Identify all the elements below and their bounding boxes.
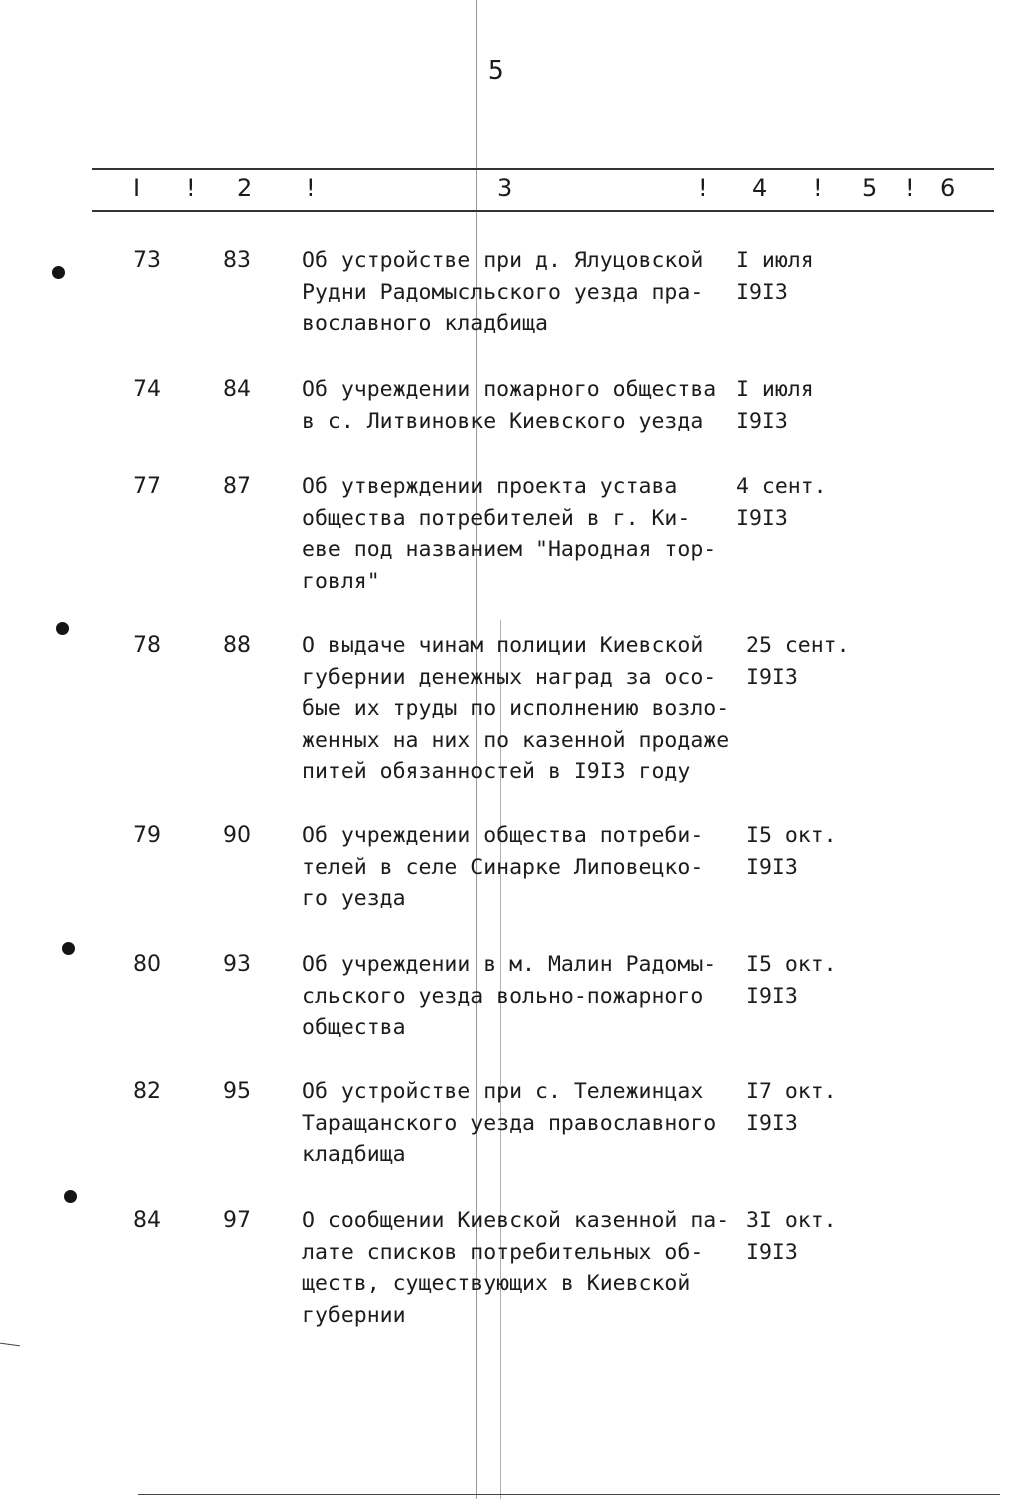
entry-title-line: Таращанского уезда православного	[302, 1110, 717, 1136]
entry-title-line: кладбища	[302, 1142, 406, 1167]
entry-date-year: I9I3	[746, 664, 798, 690]
entry-date-day: I5 окт.	[746, 823, 837, 848]
entry-title-line: Об учреждении пожарного общества	[302, 377, 717, 402]
entry-date	[746, 1076, 876, 1139]
entry-number: 78	[133, 633, 161, 658]
entry-date-year: I9I3	[746, 983, 798, 1009]
header-separator: !	[306, 174, 316, 202]
header-col-4: 4	[752, 174, 768, 202]
entry-sheet: 90	[223, 823, 251, 848]
entry-title	[302, 374, 742, 437]
entry-date-year: I9I3	[746, 1239, 798, 1265]
header-col-6: 6	[940, 174, 956, 202]
entry-sheet: 88	[223, 633, 251, 658]
header-col-1: I	[133, 174, 141, 202]
entry-title-line: Об учреждении в м. Малин Радомы-	[302, 952, 717, 977]
header-separator: !	[905, 174, 915, 202]
entry-title	[302, 820, 742, 915]
entry-number: 73	[133, 248, 161, 273]
entry-title-line: говля"	[302, 568, 380, 594]
entry-title-line: Рудни Радомысльского уезда пра-	[302, 279, 704, 305]
entry-title	[302, 1076, 742, 1171]
entry-title-line: Об устройстве при д. Ялуцовской	[302, 248, 704, 273]
entry-date	[746, 1205, 876, 1268]
punch-hole-mark	[56, 622, 69, 635]
entry-date-day: I5 окт.	[746, 952, 837, 977]
entry-title-line: общества	[302, 1015, 406, 1040]
entry-title-line: еве под названием "Народная тор-	[302, 537, 717, 562]
entry-title-line: общества потребителей в г. Ки-	[302, 505, 691, 531]
header-separator: !	[186, 174, 196, 202]
entry-date-year: I9I3	[736, 408, 788, 434]
header-rule-top	[92, 168, 994, 170]
entry-title-line: телей в селе Синарке Липовецко-	[302, 854, 704, 880]
entry-title-line: сльского уезда вольно-пожарного	[302, 983, 704, 1009]
bottom-edge-line	[138, 1494, 1000, 1495]
entry-date-year: I9I3	[746, 854, 798, 880]
entry-date	[746, 820, 876, 883]
entry-title	[302, 949, 742, 1044]
entry-title-line: в с. Литвиновке Киевского уезда	[302, 408, 704, 434]
entry-title	[302, 1205, 742, 1331]
punch-hole-mark	[52, 266, 65, 279]
punch-hole-mark	[64, 1190, 77, 1203]
entry-number: 79	[133, 823, 161, 848]
entry-title-line: Об устройстве при с. Тележинцах	[302, 1079, 704, 1104]
entry-date-day: I июля	[736, 248, 814, 273]
entry-title-line: го уезда	[302, 886, 406, 911]
entry-date-day: I июля	[736, 377, 814, 402]
entry-date-day: 4 сент.	[736, 474, 827, 499]
punch-hole-mark	[62, 942, 75, 955]
header-col-2: 2	[237, 174, 253, 202]
entry-date-year: I9I3	[736, 279, 788, 305]
entry-date-day: 3I окт.	[746, 1208, 837, 1233]
entry-date-year: I9I3	[746, 1110, 798, 1136]
header-rule-bottom	[92, 210, 994, 212]
entry-sheet: 93	[223, 952, 251, 977]
entry-date-day: I7 окт.	[746, 1079, 837, 1104]
entry-date	[736, 374, 866, 437]
header-col-5: 5	[862, 174, 878, 202]
entry-title-line: ществ, существующих в Киевской	[302, 1271, 691, 1296]
margin-scratch-mark	[0, 1343, 20, 1347]
entry-title-line: О сообщении Киевской казенной па-	[302, 1208, 730, 1233]
entry-sheet: 84	[223, 377, 251, 402]
entry-sheet: 87	[223, 474, 251, 499]
entry-number: 77	[133, 474, 161, 499]
entry-sheet: 95	[223, 1079, 251, 1104]
entry-title-line: О выдаче чинам полиции Киевской	[302, 633, 704, 658]
entry-number: 84	[133, 1208, 161, 1233]
entry-number: 74	[133, 377, 161, 402]
entry-number: 80	[133, 952, 161, 977]
entry-date	[736, 471, 866, 534]
page-number: 5	[488, 56, 504, 86]
entry-title	[302, 245, 742, 340]
header-col-3: 3	[497, 174, 513, 202]
entry-date	[746, 949, 876, 1012]
entry-title	[302, 471, 742, 597]
header-separator: !	[813, 174, 823, 202]
entry-title-line: бые их труды по исполнению возло-	[302, 696, 730, 721]
header-separator: !	[698, 174, 708, 202]
entry-title-line: женных на них по казенной продаже	[302, 727, 730, 753]
entry-date	[736, 245, 866, 308]
entry-title-line: вославного кладбища	[302, 311, 548, 336]
entry-sheet: 83	[223, 248, 251, 273]
entry-title-line: Об учреждении общества потреби-	[302, 823, 704, 848]
entry-date	[746, 630, 876, 693]
entry-title	[302, 630, 742, 788]
entry-title-line: губернии	[302, 1302, 406, 1328]
entry-sheet: 97	[223, 1208, 251, 1233]
entry-date-year: I9I3	[736, 505, 788, 531]
entry-title-line: питей обязанностей в I9I3 году	[302, 759, 691, 784]
entry-date-day: 25 сент.	[746, 633, 850, 658]
entry-title-line: лате списков потребительных об-	[302, 1239, 704, 1265]
entry-title-line: губернии денежных наград за осо-	[302, 664, 717, 690]
entry-number: 82	[133, 1079, 161, 1104]
entry-title-line: Об утверждении проекта устава	[302, 474, 678, 499]
